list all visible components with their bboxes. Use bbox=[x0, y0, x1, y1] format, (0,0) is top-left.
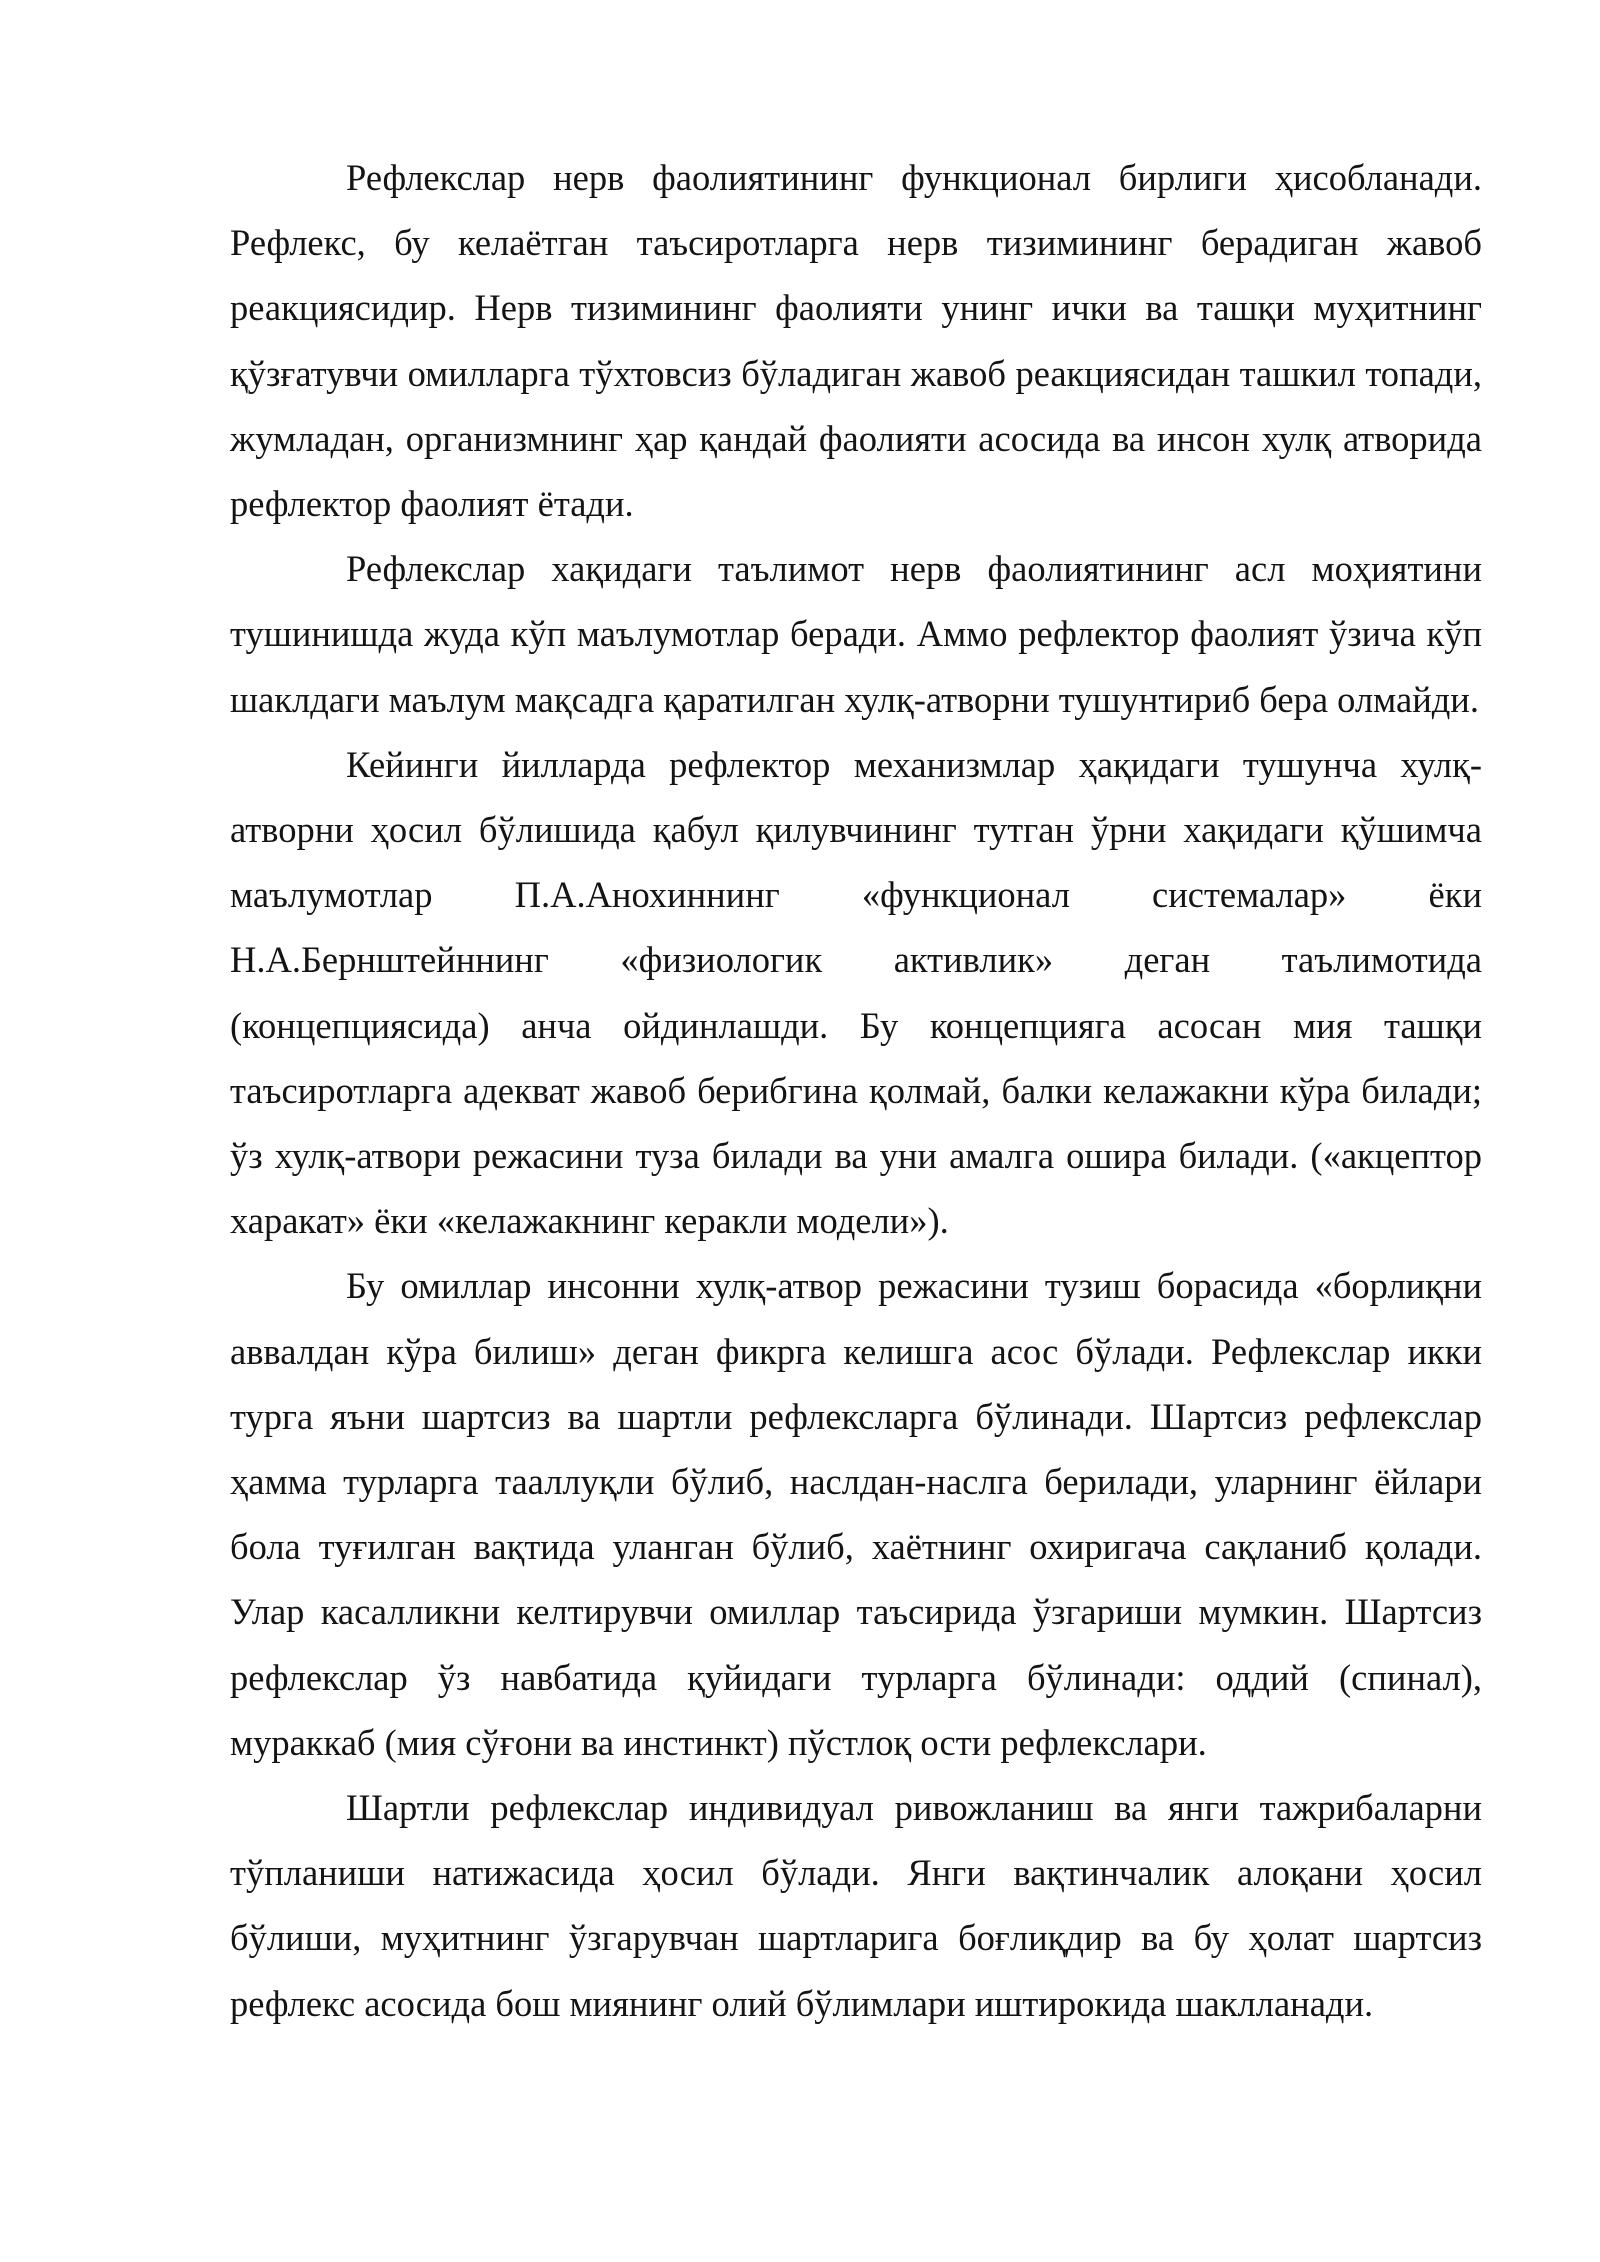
paragraph-1: Рефлекслар нерв фаолиятининг функционал бирлиги ҳисобланади. Рефлекс, бу келаётган таъсиротларга нерв тизимининг берадиган жавоб реакциясидир. Нерв тизимининг фаолияти унинг ички ва ташқи муҳитнинг қўзғатувчи омилларга тўхтовсиз бўладиган жавоб реакциясидан ташкил топади, жумладан, организмнинг ҳар қандай фаолияти асосида ва инсон хулқ атворида рефлектор фаолият ётади. bbox=[230, 157, 1482, 525]
paragraph-2: Рефлекслар хақидаги таълимот нерв фаолиятининг асл моҳиятини тушинишда жуда кўп маълумотлар беради. Аммо рефлектор фаолият ўзича кўп шаклдаги маълум мақсадга қаратилган хулқ-атворни тушунтириб бера олмайди. bbox=[230, 548, 1482, 720]
paragraph-5: Шартли рефлекслар индивидуал ривожланиш ва янги тажрибаларни тўпланиши натижасида ҳосил бўлади. Янги вақтинчалик алоқани ҳосил бўлиши, муҳитнинг ўзгарувчан шартларига боғлиқдир ва бу ҳолат шартсиз рефлекс асосида бош миянинг олий бўлимлари иштирокида шаклланади. bbox=[230, 1787, 1482, 2024]
document-body bbox=[230, 145, 1482, 2036]
paragraph-4: Бу омиллар инсонни хулқ-атвор режасини тузиш борасида «борлиқни аввалдан кўра билиш» деган фикрга келишга асос бўлади. Рефлекслар икки турга яъни шартсиз ва шартли рефлексларга бўлинади. Шартсиз рефлекслар ҳамма турларга тааллуқли бўлиб, наслдан-наслга берилади, уларнинг ёйлари бола туғилган вақтида уланган бўлиб, хаётнинг охиригача сақланиб қолади. Улар касалликни келтирувчи омиллар таъсирида ўзгариши мумкин. Шартсиз рефлекслар ўз навбатида қуйидаги турларга бўлинади: оддий (спинал), мураккаб (мия сўғони ва инстинкт) пўстлоқ ости рефлекслари. bbox=[230, 1265, 1482, 1763]
paragraph-3: Кейинги йилларда рефлектор механизмлар ҳақидаги тушунча хулқ-атворни ҳосил бўлишида қабул қилувчининг тутган ўрни хақидаги қўшимча маълумотлар П.А.Анохиннинг «функционал системалар» ёки Н.А.Бернштейннинг «физиологик активлик» деган таълимотида (концепциясида) анча ойдинлашди. Бу концепцияга асосан мия ташқи таъсиротларга адекват жавоб берибгина қолмай, балки келажакни кўра билади; ўз хулқ-атвори режасини туза билади ва уни амалга ошира билади. («акцептор харакат» ёки «келажакнинг керакли модели»). bbox=[230, 743, 1482, 1242]
